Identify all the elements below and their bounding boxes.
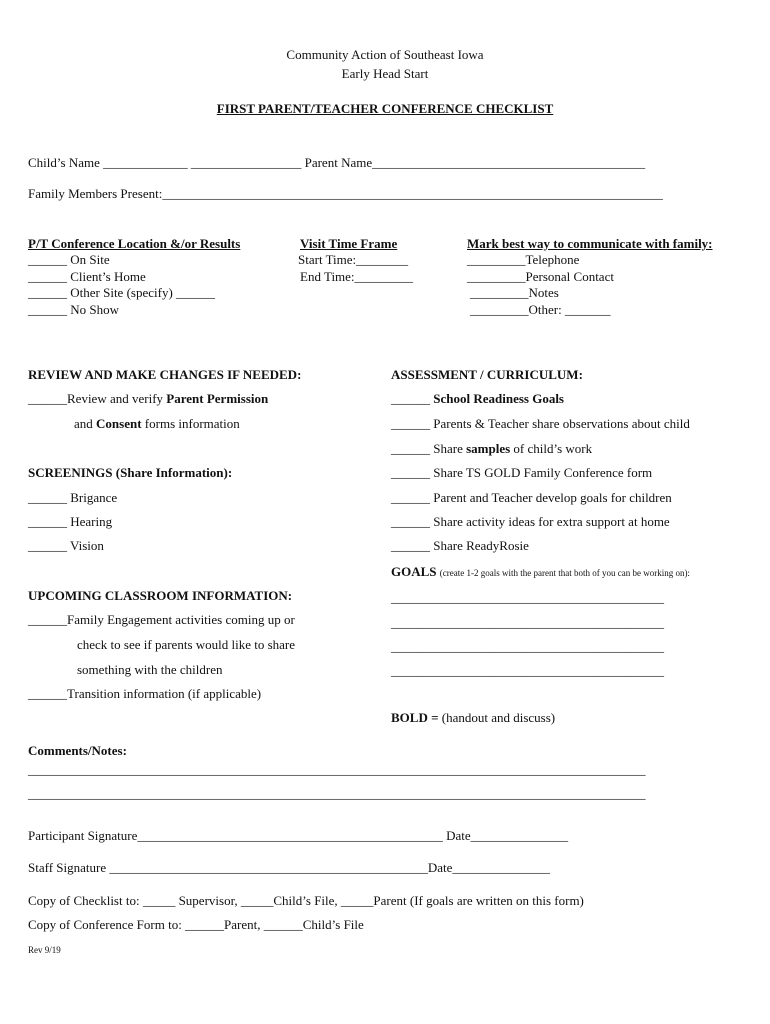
end-time-field[interactable]: End Time:_________ bbox=[300, 269, 414, 284]
goals-heading-line bbox=[391, 564, 690, 581]
assessment-label: Parents & Teacher share observations about child bbox=[433, 416, 690, 431]
assessment-blank: ______ bbox=[391, 416, 434, 431]
bold-legend-key: BOLD = bbox=[391, 710, 439, 725]
goal-line[interactable]: __________________________________________ bbox=[391, 615, 664, 630]
org-name: Community Action of Southeast Iowa bbox=[286, 47, 484, 62]
assessment-label: Share TS GOLD Family Conference form bbox=[433, 465, 653, 480]
start-time-field[interactable]: Start Time:________ bbox=[298, 252, 409, 267]
review-consent-suffix: forms information bbox=[141, 416, 240, 431]
comments-line[interactable]: _______________________________________________________________________________________________ bbox=[28, 762, 646, 777]
location-item[interactable]: ______ Client’s Home bbox=[28, 269, 146, 284]
assessment-blank: ______ bbox=[391, 490, 434, 505]
goal-line[interactable]: __________________________________________ bbox=[391, 639, 664, 654]
screenings-heading: SCREENINGS (Share Information): bbox=[28, 465, 233, 480]
assessment-blank: ______ bbox=[391, 391, 434, 406]
screening-item[interactable]: ______ Hearing bbox=[28, 514, 113, 529]
assessment-item[interactable] bbox=[391, 391, 564, 407]
assessment-blank: ______ bbox=[391, 441, 434, 456]
communicate-item[interactable]: _________Other: _______ bbox=[470, 302, 611, 317]
review-permission-prefix: ______Review and verify bbox=[28, 391, 167, 406]
communicate-item[interactable]: _________Notes bbox=[470, 285, 559, 300]
assessment-blank: ______ bbox=[391, 465, 434, 480]
assessment-blank: ______ bbox=[391, 538, 434, 553]
goal-line[interactable]: __________________________________________ bbox=[391, 590, 664, 605]
upcoming-family-engagement-item[interactable]: ______Family Engagement activities coming up or bbox=[28, 612, 295, 627]
comments-line[interactable]: _______________________________________________________________________________________________ bbox=[28, 786, 646, 801]
program-name: Early Head Start bbox=[341, 66, 429, 81]
review-consent-bold: Consent bbox=[96, 416, 142, 431]
screening-item[interactable]: ______ Brigance bbox=[28, 490, 118, 505]
family-members-field[interactable]: Family Members Present:_____________________________________________________________________________ bbox=[28, 186, 663, 201]
copy-of-conference-line[interactable]: Copy of Conference Form to: ______Parent, ______Child’s File bbox=[28, 917, 364, 932]
screening-item[interactable]: ______ Vision bbox=[28, 538, 104, 553]
review-permission-item[interactable] bbox=[28, 391, 268, 407]
bold-legend-text: (handout and discuss) bbox=[438, 710, 556, 725]
upcoming-heading: UPCOMING CLASSROOM INFORMATION: bbox=[28, 588, 293, 603]
goals-heading: GOALS bbox=[391, 564, 437, 579]
review-permission-bold: Parent Permission bbox=[166, 391, 269, 406]
assessment-item[interactable] bbox=[391, 416, 690, 432]
revision-label: Rev 9/19 bbox=[28, 945, 61, 955]
visit-time-heading: Visit Time Frame bbox=[300, 236, 398, 251]
participant-signature-field[interactable]: Participant Signature_______________________________________________ Date_______________ bbox=[28, 828, 569, 843]
assessment-label: School Readiness Goals bbox=[433, 391, 564, 406]
communicate-item[interactable]: _________Personal Contact bbox=[467, 269, 614, 284]
assessment-blank: ______ bbox=[391, 514, 434, 529]
review-consent-line bbox=[74, 416, 240, 432]
assessment-label: of child’s work bbox=[510, 441, 593, 456]
assessment-label: Share activity ideas for extra support at home bbox=[433, 514, 670, 529]
communicate-item[interactable]: _________Telephone bbox=[467, 252, 580, 267]
location-item[interactable]: ______ No Show bbox=[28, 302, 120, 317]
staff-signature-field[interactable]: Staff Signature _________________________________________________Date_______________ bbox=[28, 860, 550, 875]
assessment-item[interactable] bbox=[391, 538, 529, 554]
assessment-item[interactable] bbox=[391, 514, 670, 530]
comments-heading: Comments/Notes: bbox=[28, 743, 127, 758]
location-item[interactable]: ______ On Site bbox=[28, 252, 110, 267]
location-heading: P/T Conference Location &/or Results bbox=[28, 236, 241, 251]
review-heading: REVIEW AND MAKE CHANGES IF NEEDED: bbox=[28, 367, 302, 382]
assessment-item[interactable] bbox=[391, 441, 592, 457]
assessment-item[interactable] bbox=[391, 490, 672, 506]
location-item[interactable]: ______ Other Site (specify) ______ bbox=[28, 285, 216, 300]
upcoming-line: something with the children bbox=[77, 662, 223, 677]
child-parent-name-field[interactable]: Child’s Name _____________ _________________ Parent Name__________________________________________ bbox=[28, 155, 646, 170]
copy-of-checklist-line[interactable]: Copy of Checklist to: _____ Supervisor, _____Child’s File, _____Parent (If goals are written on this form) bbox=[28, 893, 584, 908]
page-title: FIRST PARENT/TEACHER CONFERENCE CHECKLIST bbox=[216, 101, 554, 116]
communicate-heading: Mark best way to communicate with family: bbox=[467, 236, 713, 251]
assessment-label-bold: samples bbox=[466, 441, 511, 456]
assessment-label: Share bbox=[433, 441, 467, 456]
assessment-label: Parent and Teacher develop goals for children bbox=[433, 490, 672, 505]
assessment-item[interactable] bbox=[391, 465, 652, 481]
upcoming-line: check to see if parents would like to share bbox=[77, 637, 296, 652]
review-consent-prefix: and bbox=[74, 416, 97, 431]
assessment-label: Share ReadyRosie bbox=[433, 538, 529, 553]
goal-line[interactable]: __________________________________________ bbox=[391, 663, 664, 678]
upcoming-transition-item[interactable]: ______Transition information (if applicable) bbox=[28, 686, 262, 701]
bold-legend bbox=[391, 710, 555, 726]
goals-note: (create 1-2 goals with the parent that both of you can be working on): bbox=[439, 568, 690, 578]
assessment-heading: ASSESSMENT / CURRICULUM: bbox=[391, 367, 583, 382]
